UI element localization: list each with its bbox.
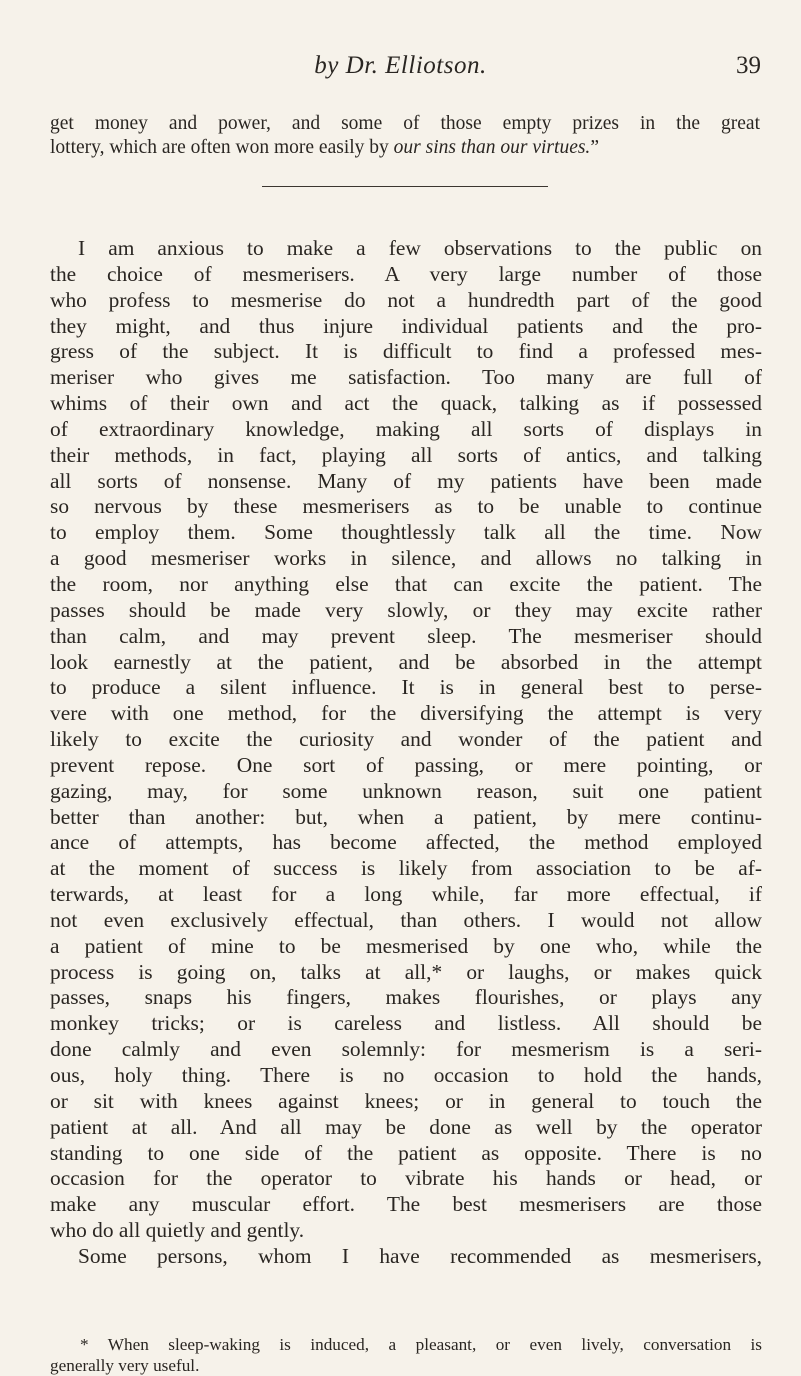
text-line: terwards, at least for a long while, far more effectual, if xyxy=(50,882,762,907)
text-line: at the moment of success is likely from association to be af- xyxy=(50,856,762,881)
closing-quote: ” xyxy=(590,137,599,158)
text-line: get money and power, and some of those empty prizes in the great xyxy=(50,113,760,134)
footnote-line: generally very useful. xyxy=(50,1356,200,1375)
text-line: their methods, in fact, playing all sorts of antics, and talking xyxy=(50,442,762,467)
footnote xyxy=(50,1334,762,1376)
text-line: standing to one side of the patient as opposite. There is no xyxy=(50,1140,762,1165)
text-line: of extraordinary knowledge, making all sorts of displays in xyxy=(50,416,762,441)
text-line: all sorts of nonsense. Many of my patients have been made xyxy=(50,468,762,493)
main-paragraph xyxy=(50,236,762,1270)
text-line: gress of the subject. It is difficult to find a professed mes- xyxy=(50,339,762,364)
page-number: 39 xyxy=(736,52,761,79)
text-line: whims of their own and act the quack, talking as if possessed xyxy=(50,391,762,416)
text-line: look earnestly at the patient, and be absorbed in the attempt xyxy=(50,649,762,674)
text-line: meriser who gives me satisfaction. Too many are full of xyxy=(50,365,762,390)
text-line: Some persons, whom I have recommended as mesmerisers, xyxy=(78,1243,762,1268)
text-line: occasion for the operator to vibrate his hands or head, or xyxy=(50,1166,762,1191)
text-line: so nervous by these mesmerisers as to be unable to continue xyxy=(50,494,762,519)
text-line: ous, holy thing. There is no occasion to hold the hands, xyxy=(50,1063,762,1087)
text-line: the room, nor anything else that can excite the patient. The xyxy=(50,571,762,596)
text-line: who do all quietly and gently. xyxy=(50,1218,305,1243)
text-fragment: lottery, which are often won more easily by xyxy=(50,137,394,158)
italic-phrase: our sins than our virtues. xyxy=(393,137,591,158)
text-line: not even exclusively effectual, than others. I would not allow xyxy=(50,907,762,932)
text-line: process is going on, talks at all,* or laughs, or makes quick xyxy=(50,959,762,984)
page-header xyxy=(0,52,801,86)
text-line: prevent repose. One sort of passing, or mere pointing, or xyxy=(50,752,762,777)
text-line: I am anxious to make a few observations to the public on xyxy=(78,236,762,260)
text-line: gazing, may, for some unknown reason, suit one patient xyxy=(50,778,762,803)
section-divider xyxy=(262,186,548,187)
text-line: better than another: but, when a patient, by mere continu- xyxy=(50,804,762,829)
text-line: passes should be made very slowly, or they may excite rather xyxy=(50,597,762,622)
text-line: vere with one method, for the diversifying the attempt is very xyxy=(50,701,762,726)
running-title: by Dr. Elliotson. xyxy=(314,52,487,79)
text-line: done calmly and even solemnly: for mesmerism is a seri- xyxy=(50,1037,762,1062)
text-line: make any muscular effort. The best mesmerisers are those xyxy=(50,1192,762,1217)
text-line: patient at all. And all may be done as well by the operator xyxy=(50,1114,762,1139)
text-line: passes, snaps his fingers, makes flourishes, or plays any xyxy=(50,985,762,1010)
text-line: than calm, and may prevent sleep. The mesmeriser should xyxy=(50,623,762,648)
text-line xyxy=(50,136,760,160)
continued-paragraph xyxy=(50,112,760,160)
text-line: the choice of mesmerisers. A very large number of those xyxy=(50,261,762,286)
text-line: a patient of mine to be mesmerised by one who, while the xyxy=(50,933,762,958)
text-line: or sit with knees against knees; or in general to touch the xyxy=(50,1088,762,1113)
text-line: they might, and thus injure individual patients and the pro- xyxy=(50,313,762,338)
text-line: monkey tricks; or is careless and listless. All should be xyxy=(50,1011,762,1036)
text-line: a good mesmeriser works in silence, and allows no talking in xyxy=(50,546,762,571)
footnote-line: * When sleep-waking is induced, a pleasant, or even lively, conversation is xyxy=(80,1335,762,1354)
text-line: who profess to mesmerise do not a hundredth part of the good xyxy=(50,287,762,312)
text-line: likely to excite the curiosity and wonder of the patient and xyxy=(50,727,762,752)
text-line: to produce a silent influence. It is in general best to perse- xyxy=(50,675,762,700)
text-line: to employ them. Some thoughtlessly talk all the time. Now xyxy=(50,520,762,545)
text-line: ance of attempts, has become affected, the method employed xyxy=(50,830,762,855)
